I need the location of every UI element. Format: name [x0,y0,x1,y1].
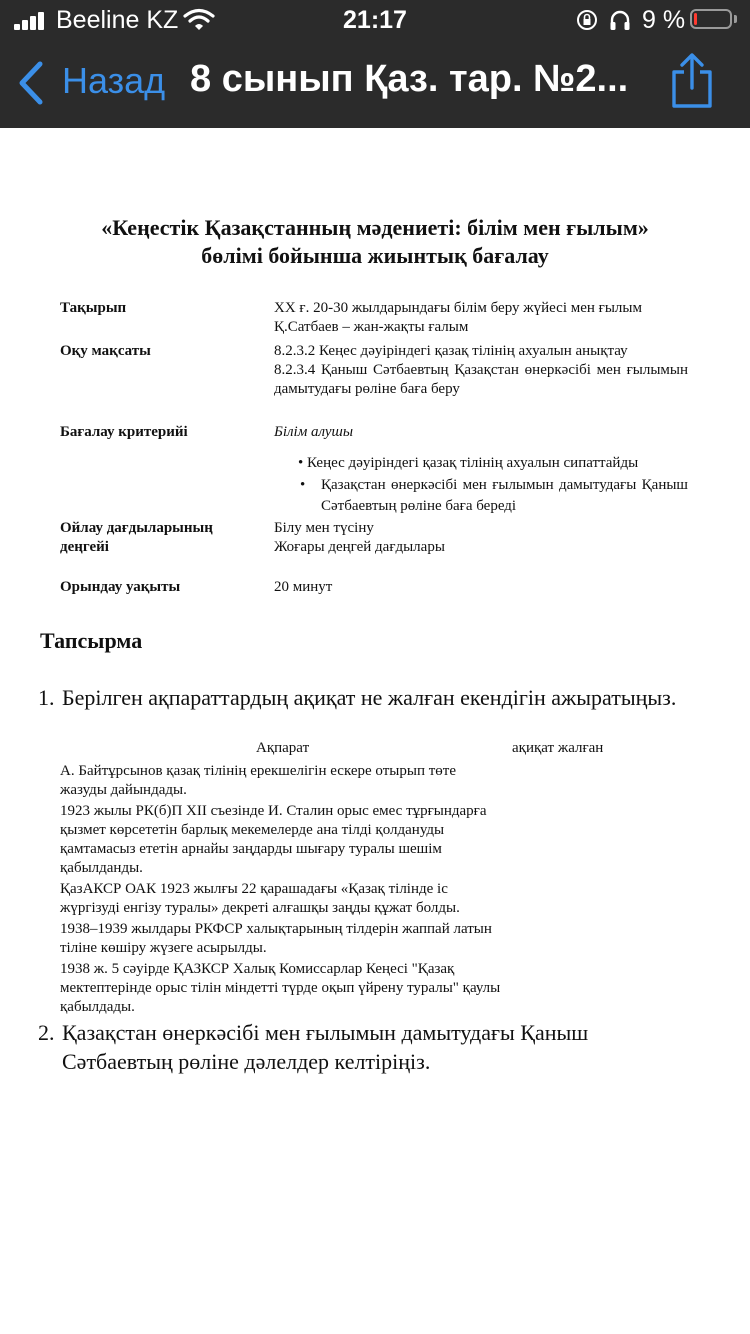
topic-label: Тақырып [60,300,127,316]
goal-2: 8.2.3.4 Қаныш Сәтбаевтың Қазақстан өнеркәсібі мен ғылымын дамытудағы рөліне баға беру [274,362,688,397]
criteria-intro: Білім алушы [274,424,354,440]
document-title: 8 сынып Қаз. тар. №2... [190,58,629,100]
clock: 21:17 [343,6,407,34]
battery-percent: 9 % [642,6,686,34]
table-row: А. Байтұрсынов қазақ тілінің ерекшелігін ескере отырып төте жазуды дайындады. [60,763,456,798]
headphones-icon [608,8,632,32]
topic-value-2: Қ.Сатбаев – жан-жақты ғалым [274,319,469,335]
table-row: 1938 ж. 5 сәуірде ҚАЗКСР Халық Комиссарлар Кеңесі "Қазақ мектептерінде орыс тілін міндетті түрде оқып үйрену туралы" қаулы қабылдады. [60,961,501,1015]
topic-value-1: XX ғ. 20-30 жылдарындағы білім беру жүйесі мен ғылым [274,300,642,316]
goals-label: Оқу мақсаты [60,343,151,359]
thinking-label-2: деңгейі [60,539,109,555]
document-page[interactable] [0,128,750,1334]
navigation-bar [0,40,750,128]
criteria-item-1: • Кеңес дәуіріндегі қазақ тілінің ахуалын сипаттайды [298,455,639,471]
battery-icon [690,9,732,29]
question-2 [38,1018,678,1076]
table-row: 1938–1939 жылдары РКФСР халықтарының тілдерін жаппай латын тіліне көшіру жүзеге асырылды. [60,921,492,956]
bullet-icon: • [300,477,306,493]
table-row: ҚазАКСР ОАК 1923 жылғы 22 қарашадағы «Қазақ тілінде іс жүргізуді енгізу туралы» декреті алғашқы заңды құжат болды. [60,881,460,916]
thinking-label-1: Ойлау дағдыларының [60,520,213,536]
question-2-number: 2. [38,1020,55,1045]
goal-1: 8.2.3.2 Кеңес дәуіріндегі қазақ тілінің ахуалын анықтау [274,343,628,359]
column-header-info: Ақпарат [256,740,310,756]
thinking-value-1: Білу мен түсіну [274,520,374,536]
question-2-text: Қазақстан өнеркәсібі мен ғылымын дамытудағы Қаныш Сәтбаевтың рөліне дәлелдер келтіріңіз. [62,1020,589,1074]
thinking-value-2: Жоғары деңгей дағдылары [274,539,445,555]
battery-tip [734,15,737,23]
question-1-text: Берілген ақпараттардың ақиқат не жалған екендігін ажыратыңыз. [62,685,677,710]
rotation-lock-icon [576,9,598,31]
criteria-item-2: Қазақстан өнеркәсібі мен ғылымын дамытудағы Қаныш Сәтбаевтың рөліне баға береді [321,477,688,514]
status-bar [0,0,750,40]
task-heading: Тапсырма [40,628,143,653]
carrier-name: Beeline KZ [56,6,179,34]
heading-line-1: «Кеңестік Қазақстанның мәдениеті: білім мен ғылым» [101,215,649,240]
time-label: Орындау уақыты [60,579,181,595]
heading-line-2: бөлімі бойынша жиынтық бағалау [201,243,549,268]
column-header-true-false: ақиқат жалған [512,740,604,756]
question-1 [38,683,678,712]
top-bar [0,0,750,128]
criteria-label: Бағалау критерийі [60,424,188,440]
time-value: 20 минут [274,579,333,595]
question-1-number: 1. [38,685,55,710]
share-icon[interactable] [668,52,716,110]
table-row: 1923 жылы РК(б)П XII съезінде И. Сталин орыс емес тұрғындарға қызмет көрсететін барлық мекемелерде ана тілді қолдануды қамтамасыз ететін арнайы заңдарды шығару туралы шешім қабылданды. [60,803,487,876]
battery-level [694,13,697,25]
back-button[interactable]: Назад [62,60,166,101]
chevron-left-icon[interactable] [16,60,46,106]
